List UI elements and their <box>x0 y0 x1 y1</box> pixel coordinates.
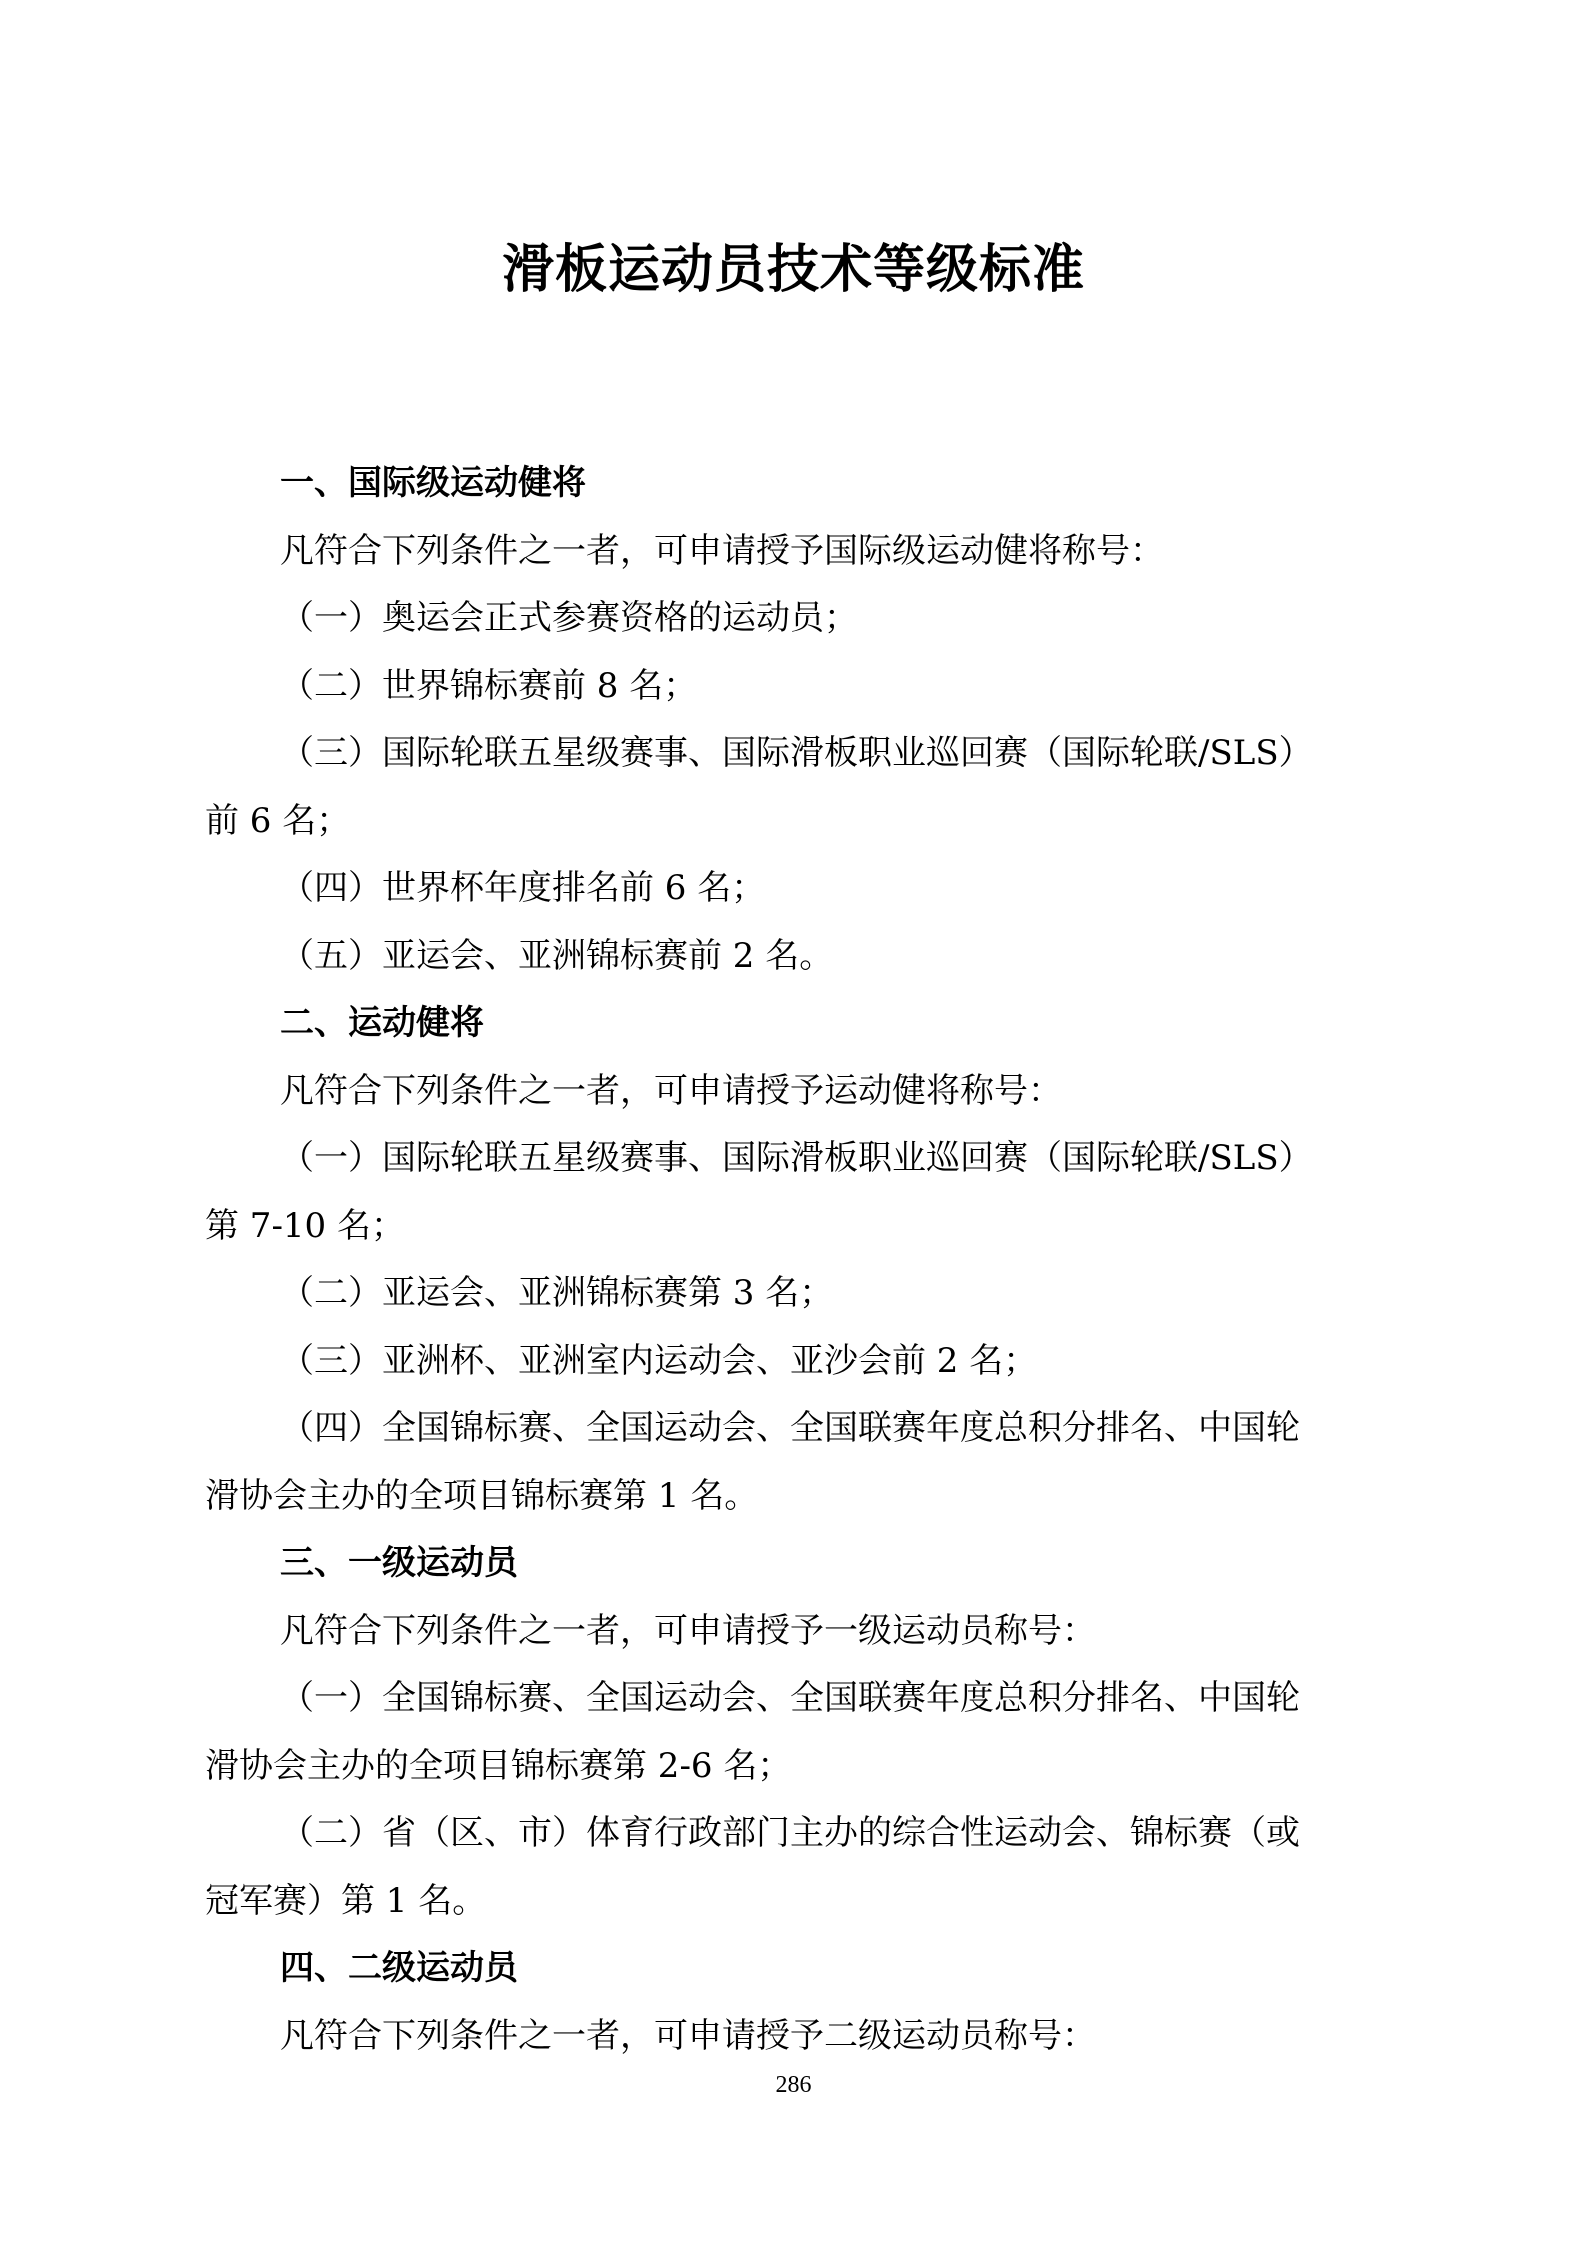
document-body <box>205 450 1395 2070</box>
section-heading: 四、二级运动员 <box>280 1948 518 1988</box>
paragraph: 凡符合下列条件之一者，可申请授予二级运动员称号： <box>280 2015 1096 2056</box>
list-item: （二）省（区、市）体育行政部门主办的综合性运动会、锦标赛（或 <box>280 1813 1300 1853</box>
list-item: （二）世界锦标赛前 8 名； <box>280 665 698 706</box>
list-item: （四）全国锦标赛、全国运动会、全国联赛年度总积分排名、中国轮 <box>280 1408 1300 1448</box>
list-item-continuation: 冠军赛）第 1 名。 <box>205 1880 487 1921</box>
list-item: （三）亚洲杯、亚洲室内运动会、亚沙会前 2 名； <box>280 1340 1038 1381</box>
list-item-continuation: 第 7-10 名； <box>205 1205 405 1246</box>
list-item: （一）奥运会正式参赛资格的运动员； <box>280 598 858 638</box>
list-item: （三）国际轮联五星级赛事、国际滑板职业巡回赛（国际轮联/SLS） <box>280 733 1313 773</box>
section-heading: 一、国际级运动健将 <box>280 463 586 503</box>
list-item: （一）全国锦标赛、全国运动会、全国联赛年度总积分排名、中国轮 <box>280 1678 1300 1718</box>
page-number: 286 <box>775 2072 812 2098</box>
list-item: （四）世界杯年度排名前 6 名； <box>280 868 766 908</box>
paragraph: 凡符合下列条件之一者，可申请授予国际级运动健将称号： <box>280 530 1164 571</box>
document-title: 滑板运动员技术等级标准 <box>501 239 1085 300</box>
section-heading: 三、一级运动员 <box>280 1543 518 1583</box>
paragraph: 凡符合下列条件之一者，可申请授予一级运动员称号： <box>280 1610 1096 1651</box>
list-item: （一）国际轮联五星级赛事、国际滑板职业巡回赛（国际轮联/SLS） <box>280 1138 1313 1178</box>
list-item-continuation: 滑协会主办的全项目锦标赛第 1 名。 <box>205 1475 759 1516</box>
list-item-continuation: 前 6 名； <box>205 800 351 841</box>
list-item-continuation: 滑协会主办的全项目锦标赛第 2-6 名； <box>205 1745 792 1786</box>
section-heading: 二、运动健将 <box>280 1003 484 1043</box>
list-item: （二）亚运会、亚洲锦标赛第 3 名； <box>280 1273 834 1313</box>
paragraph: 凡符合下列条件之一者，可申请授予运动健将称号： <box>280 1070 1062 1111</box>
list-item: （五）亚运会、亚洲锦标赛前 2 名。 <box>280 935 834 976</box>
